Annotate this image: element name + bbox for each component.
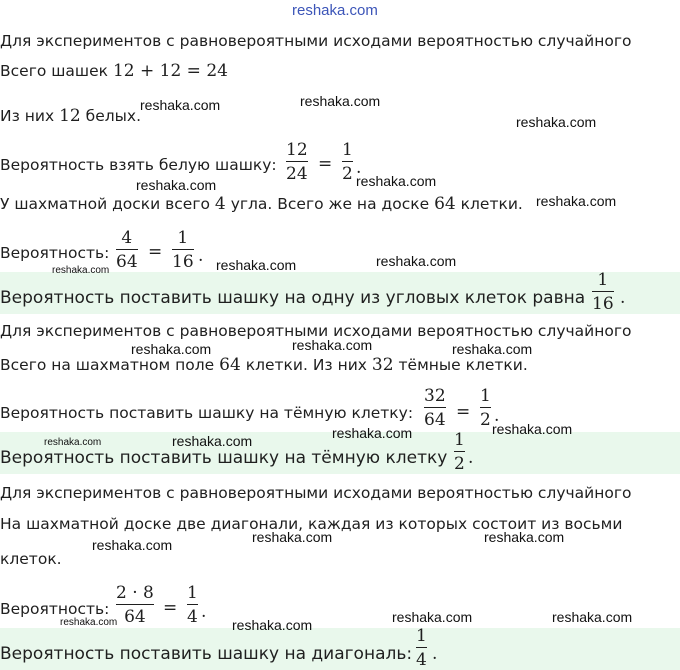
- task1-answer-frac: [592, 270, 614, 314]
- task1-total-expr: 12 + 12 = 24: [112, 61, 228, 81]
- watermark: reshaka.com: [536, 193, 617, 209]
- task3-answer-frac: [416, 626, 427, 670]
- fraction-bar: [424, 407, 446, 408]
- task2-field-line: [0, 355, 528, 375]
- task2-field-p2: клетки. Из них: [245, 356, 367, 374]
- period: .: [468, 448, 474, 468]
- task1-white-line: [0, 106, 141, 126]
- task1-frac2-num: 1: [342, 140, 353, 160]
- fraction-bar: [187, 604, 198, 605]
- task3-diag-line2: клеток.: [0, 550, 62, 568]
- task3-diag-line1: На шахматной доске две диагонали, каждая из которых состоит из восьми: [0, 515, 623, 533]
- task1-total-label: Всего шашек: [0, 62, 109, 80]
- task1-answer-box: [0, 272, 680, 314]
- task2-answer-text: Вероятность поставить шашку на тёмную клетку: [0, 448, 448, 468]
- watermark: reshaka.com: [52, 265, 110, 276]
- task1-intro: Для экспериментов с равновероятными исходами вероятностью случайного: [0, 32, 632, 50]
- task1-white-prefix: Из них: [0, 107, 55, 125]
- task1-answer-num: 1: [597, 270, 609, 290]
- fraction-bar: [172, 249, 194, 250]
- fraction-bar: [342, 161, 353, 162]
- task2-frac1: [424, 386, 446, 430]
- task2-frac2-num: 1: [480, 386, 491, 406]
- task3-frac1: [116, 583, 154, 627]
- task1-prob2-label: Вероятность:: [0, 244, 110, 262]
- fraction-bar: [480, 407, 491, 408]
- watermark: reshaka.com: [232, 617, 313, 633]
- task2-field-p3: тёмные клетки.: [398, 356, 528, 374]
- fraction-bar: [116, 249, 138, 250]
- task2-frac2: [480, 386, 491, 430]
- task1-answer-text: Вероятность поставить шашку на одну из угловых клеток равна: [0, 288, 586, 308]
- task1-frac3-den: 64: [116, 252, 138, 272]
- site-link[interactable]: reshaka.com: [292, 2, 378, 19]
- watermark: reshaka.com: [140, 97, 221, 113]
- fraction-bar: [592, 291, 614, 292]
- watermark: reshaka.com: [376, 253, 457, 269]
- task1-frac2: [342, 140, 353, 184]
- task2-prob-label: Вероятность поставить шашку на тёмную клетку:: [0, 404, 414, 422]
- watermark: reshaka.com: [60, 617, 118, 628]
- watermark: reshaka.com: [516, 114, 597, 130]
- task1-white-suffix: белых.: [85, 107, 142, 125]
- task3-frac1-den: 64: [124, 607, 146, 627]
- period: .: [494, 406, 500, 426]
- task1-frac2-den: 2: [342, 164, 353, 184]
- task3-answer-den: 4: [416, 650, 427, 670]
- task3-answer-box: [0, 628, 680, 670]
- task1-corners-p2: угла. Всего же на доске: [230, 195, 430, 213]
- task2-answer-frac: [454, 430, 465, 474]
- task1-prob-label: Вероятность взять белую шашку:: [0, 156, 277, 174]
- task3-intro: Для экспериментов с равновероятными исходами вероятностью случайного: [0, 484, 632, 502]
- watermark: reshaka.com: [332, 425, 413, 441]
- task1-frac1-num: 12: [286, 140, 308, 160]
- task3-prob-label: Вероятность:: [0, 600, 110, 618]
- watermark: reshaka.com: [172, 433, 253, 449]
- watermark: reshaka.com: [300, 93, 381, 109]
- watermark: reshaka.com: [492, 421, 573, 437]
- watermark: reshaka.com: [356, 173, 437, 189]
- watermark: reshaka.com: [452, 341, 533, 357]
- equals-sign: =: [456, 402, 471, 422]
- task1-frac4: [172, 228, 194, 272]
- fraction-bar: [416, 647, 427, 648]
- task3-frac2: [187, 583, 198, 627]
- fraction-bar: [454, 451, 465, 452]
- task3-answer-num: 1: [416, 626, 427, 646]
- task2-answer-num: 1: [454, 430, 465, 450]
- task3-frac2-den: 4: [187, 607, 198, 627]
- task2-frac2-den: 2: [480, 410, 491, 430]
- watermark: reshaka.com: [484, 529, 565, 545]
- task1-frac4-num: 1: [177, 228, 189, 248]
- equals-sign: =: [318, 154, 333, 174]
- watermark: reshaka.com: [392, 609, 473, 625]
- fraction-bar: [116, 604, 154, 605]
- task3-answer-text: Вероятность поставить шашку на диагональ:: [0, 644, 413, 664]
- watermark: reshaka.com: [136, 177, 217, 193]
- period: .: [620, 288, 626, 308]
- task3-frac2-num: 1: [187, 583, 198, 603]
- period: .: [432, 644, 438, 664]
- task2-dark-n: 32: [371, 355, 394, 375]
- period: .: [198, 246, 204, 266]
- equals-sign: =: [148, 242, 163, 262]
- watermark: reshaka.com: [292, 337, 373, 353]
- task2-answer-den: 2: [454, 454, 465, 474]
- task2-field-n: 64: [219, 355, 241, 375]
- task1-corners-n: 4: [214, 194, 226, 214]
- task1-white-count: 12: [59, 106, 81, 126]
- watermark: reshaka.com: [216, 257, 297, 273]
- period: .: [201, 602, 207, 622]
- task1-corners-p1: У шахматной доски всего: [0, 195, 210, 213]
- fraction-bar: [286, 161, 308, 162]
- task2-frac1-num: 32: [424, 386, 446, 406]
- task2-intro: Для экспериментов с равновероятными исходами вероятностью случайного: [0, 322, 632, 340]
- task1-frac3-num: 4: [121, 228, 133, 248]
- task1-corners-p3: клетки.: [460, 195, 523, 213]
- watermark: reshaka.com: [252, 529, 333, 545]
- task2-field-p1: Всего на шахматном поле: [0, 356, 215, 374]
- task1-total-line: [0, 61, 228, 81]
- task3-frac1-num: 2 · 8: [116, 583, 154, 603]
- task1-frac1-den: 24: [286, 164, 308, 184]
- period: .: [356, 158, 362, 178]
- watermark: reshaka.com: [131, 341, 212, 357]
- task1-frac1: [286, 140, 308, 184]
- task1-corners-line: [0, 194, 523, 214]
- task1-frac4-den: 16: [172, 252, 194, 272]
- equals-sign: =: [163, 598, 178, 618]
- watermark: reshaka.com: [44, 437, 102, 448]
- task1-answer-den: 16: [592, 294, 614, 314]
- task1-cells-n: 64: [434, 194, 456, 214]
- task2-frac1-den: 64: [424, 410, 446, 430]
- watermark: reshaka.com: [552, 609, 633, 625]
- task1-frac3: [116, 228, 138, 272]
- watermark: reshaka.com: [92, 537, 173, 553]
